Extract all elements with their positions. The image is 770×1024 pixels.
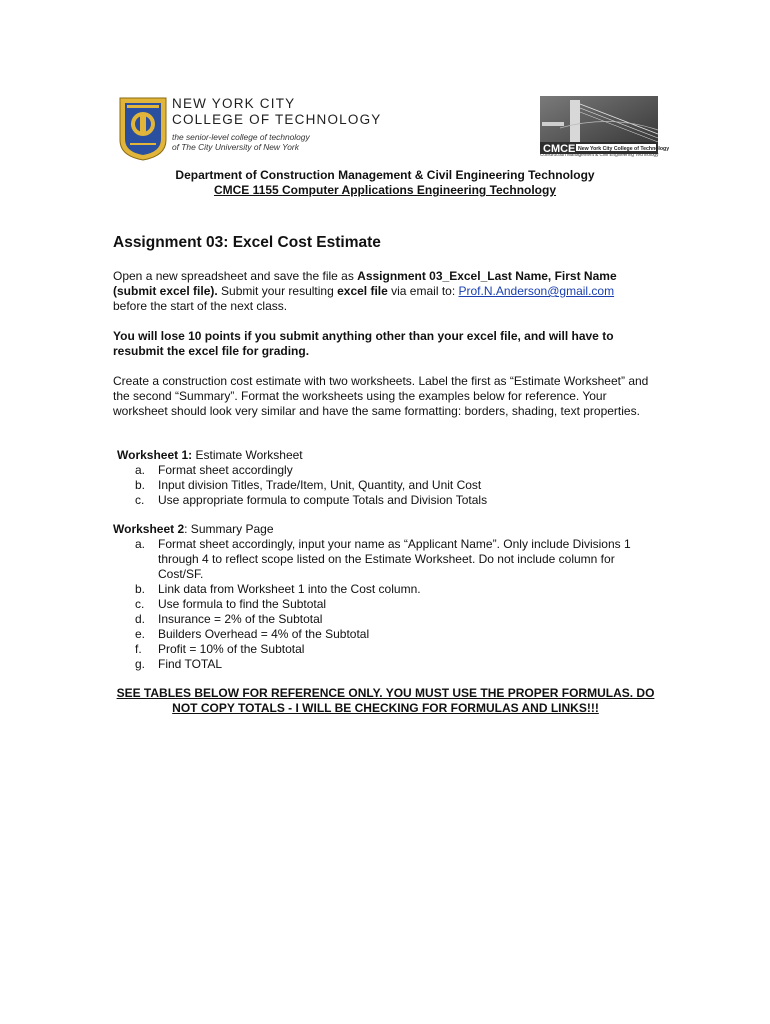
worksheet-1-label: Worksheet 1:	[117, 448, 193, 462]
list-item	[113, 657, 658, 672]
list-item-text: Format sheet accordingly, input your name as “Applicant Name”. Only include Divisions 1 through 4 to reflect scope listed on the Estimate Worksheet. Do not include column for Cost/SF.	[158, 537, 631, 581]
assignment-title: Assignment 03: Excel Cost Estimate	[113, 234, 381, 251]
list-item-marker: b.	[135, 478, 146, 492]
list-item	[113, 537, 658, 582]
list-item	[113, 612, 658, 627]
intro-text-2: Submit your resulting	[217, 284, 338, 298]
college-tagline	[172, 132, 310, 152]
worksheet-1-heading	[113, 448, 658, 463]
list-item-marker: c.	[135, 493, 145, 507]
intro-paragraph	[113, 269, 653, 314]
list-item-text: Link data from Worksheet 1 into the Cost column.	[158, 582, 421, 596]
list-item	[113, 582, 658, 597]
college-name	[172, 96, 382, 128]
list-item-marker: b.	[135, 582, 146, 596]
list-item-marker: e.	[135, 627, 146, 641]
reference-note: SEE TABLES BELOW FOR REFERENCE ONLY. YOU MUST USE THE PROPER FORMULAS. DO NOT COPY TOTALS - I WILL BE CHECKING FOR FORMULAS AND LINKS!!!	[116, 686, 655, 715]
filename-instruction: Assignment 03_Excel_Last Name, First Name (submit excel file).	[113, 269, 617, 298]
warning-paragraph: You will lose 10 points if you submit anything other than your excel file, and will have to resubmit the excel file for grading.	[113, 329, 614, 358]
list-item-text: Format sheet accordingly	[158, 463, 293, 477]
cmce-bridge-logo	[540, 96, 670, 160]
list-item	[113, 493, 658, 508]
list-item-text: Insurance = 2% of the Subtotal	[158, 612, 323, 626]
list-item-text: Builders Overhead = 4% of the Subtotal	[158, 627, 370, 641]
cmce-logo-text: CMCE	[543, 143, 576, 155]
list-item-marker: f.	[135, 642, 142, 656]
college-tagline-line1: the senior-level college of technology	[172, 132, 310, 142]
worksheet-2-list	[113, 537, 658, 672]
list-item-text: Find TOTAL	[158, 657, 223, 671]
list-item-marker: a.	[135, 537, 146, 551]
intro-text-4: before the start of the next class.	[113, 299, 288, 313]
excel-file-emphasis: excel file	[337, 284, 388, 298]
list-item	[113, 463, 658, 478]
instructions-paragraph: Create a construction cost estimate with two worksheets. Label the first as “Estimate Worksheet” and the second “Summary”. Format the worksheets using the examples below for reference. Your worksheet should look very similar and have the same formatting: borders, shading, text properties.	[113, 374, 649, 418]
course-name: CMCE 1155 Computer Applications Engineering Technology	[213, 183, 557, 197]
worksheet-1-list	[113, 463, 658, 508]
cmce-logo-banner: New York City College of Technology	[578, 146, 670, 152]
worksheet-2-label: Worksheet 2	[113, 522, 185, 536]
list-item-marker: a.	[135, 463, 146, 477]
worksheet-1-title: Estimate Worksheet	[192, 448, 303, 462]
list-item-marker: c.	[135, 597, 145, 611]
worksheet-2-section	[113, 522, 658, 672]
list-item-text: Input division Titles, Trade/Item, Unit, Quantity, and Unit Cost	[158, 478, 482, 492]
worksheet-2-title: : Summary Page	[184, 522, 274, 536]
list-item-marker: g.	[135, 657, 146, 671]
college-tagline-line2: of The City University of New York	[172, 142, 299, 152]
cmce-caption: Construction Management & Civil Engineering Technology	[540, 152, 659, 157]
college-seal-icon	[118, 96, 168, 162]
email-link[interactable]: Prof.N.Anderson@gmail.com	[458, 284, 615, 298]
intro-text-1: Open a new spreadsheet and save the file as	[113, 269, 358, 283]
list-item-marker: d.	[135, 612, 146, 626]
city-tech-logo	[118, 96, 382, 166]
list-item	[113, 478, 658, 493]
list-item	[113, 642, 658, 657]
college-name-line2: COLLEGE OF TECHNOLOGY	[172, 112, 382, 127]
worksheet-1-section	[113, 448, 658, 508]
worksheet-2-heading	[113, 522, 658, 537]
intro-text-3: via email to:	[387, 284, 459, 298]
department-name: Department of Construction Management & Civil Engineering Technology	[175, 168, 595, 182]
list-item-text: Use appropriate formula to compute Totals and Division Totals	[158, 493, 488, 507]
list-item	[113, 597, 658, 612]
college-name-line1: NEW YORK CITY	[172, 96, 296, 111]
list-item-text: Use formula to find the Subtotal	[158, 597, 327, 611]
list-item-text: Profit = 10% of the Subtotal	[158, 642, 305, 656]
list-item	[113, 627, 658, 642]
